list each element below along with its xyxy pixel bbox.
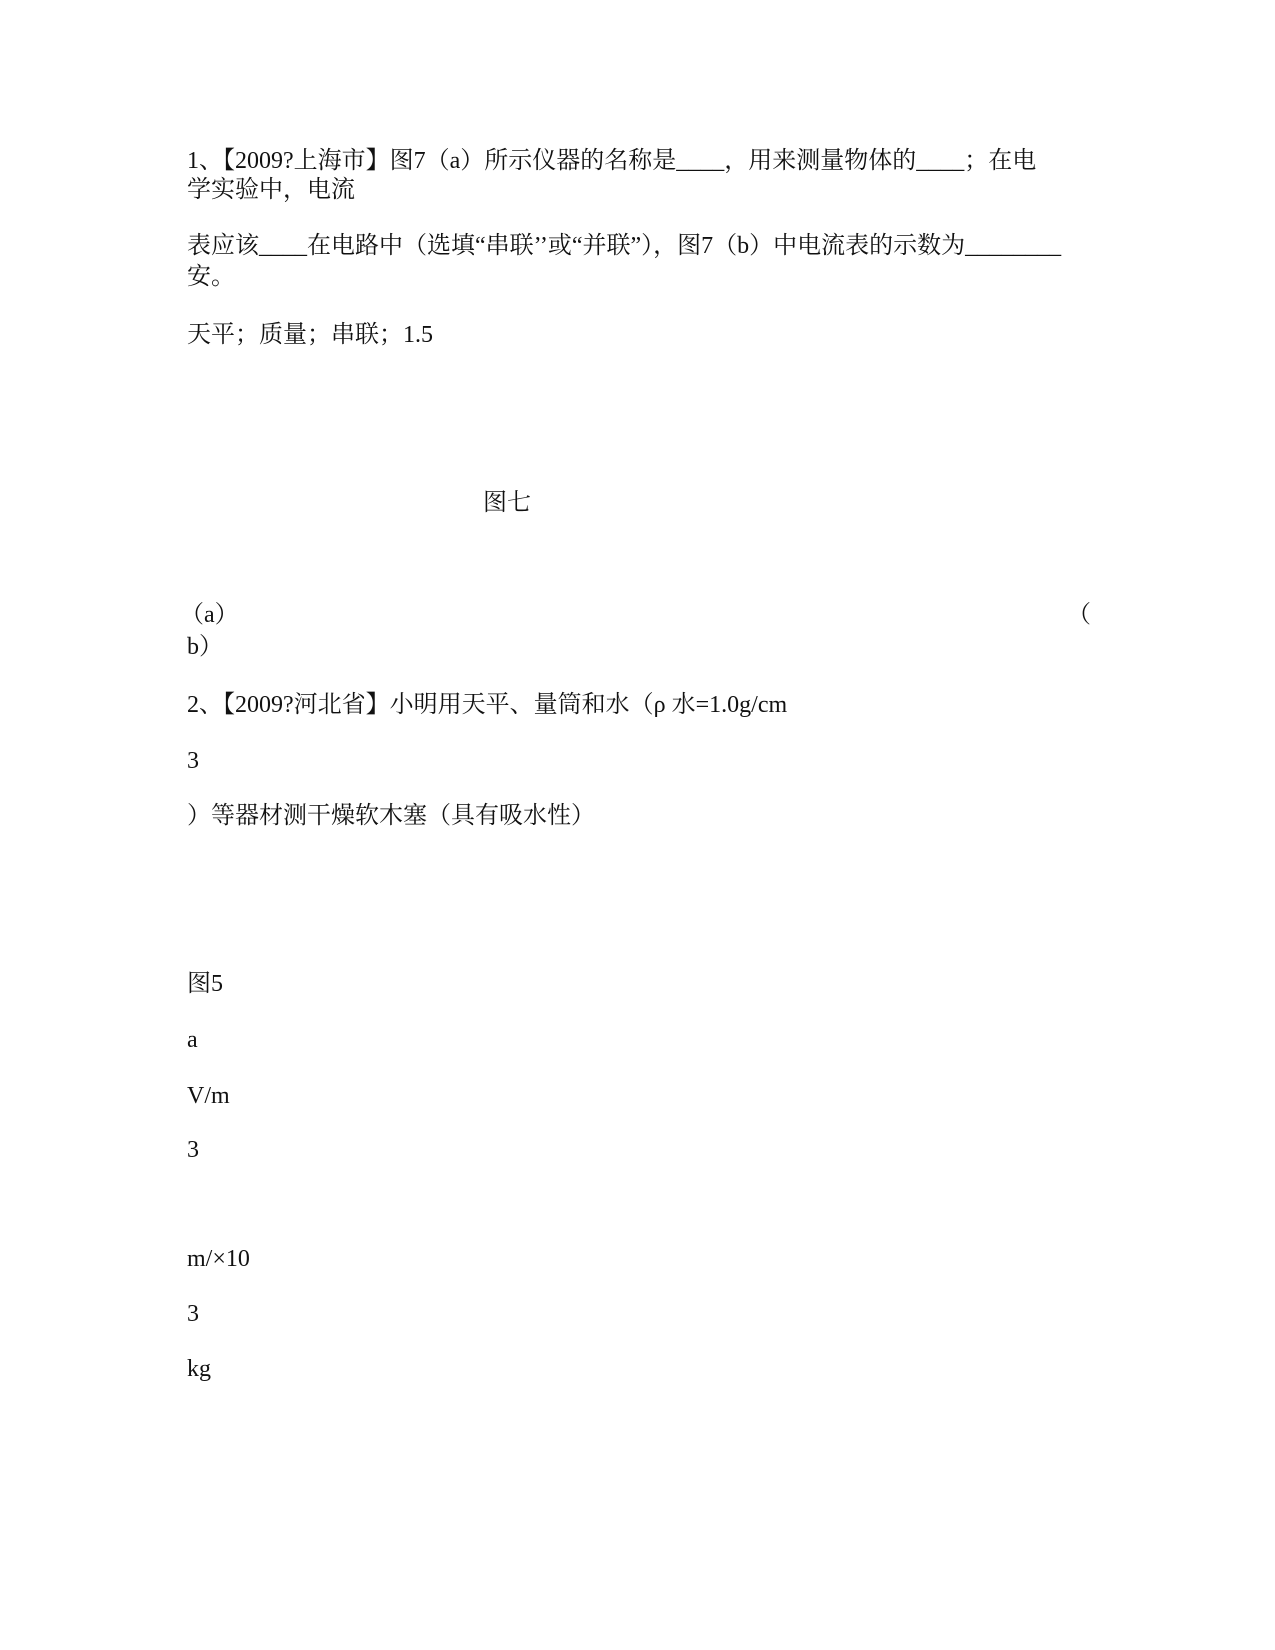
question-1-answer: 天平；质量；串联；1.5 <box>187 322 433 348</box>
figure-7-label-b-open: （ <box>1067 602 1091 628</box>
question-1-line-1: 1、【2009?上海市】图7（a）所示仪器的名称是____，用来测量物体的____；在电 <box>187 148 1037 174</box>
question-1-line-2: 学实验中，电流 <box>187 177 355 203</box>
figure-5-x-axis-exponent: 3 <box>187 1301 199 1327</box>
question-2-line-1: 2、【2009?河北省】小明用天平、量筒和水（ρ 水=1.0g/cm <box>187 692 788 718</box>
figure-5-label-a: a <box>187 1027 198 1053</box>
question-2-line-2: ）等器材测干燥软木塞（具有吸水性） <box>187 803 595 829</box>
figure-5-x-axis-unit: kg <box>187 1356 211 1382</box>
figure-5-y-axis-exponent: 3 <box>187 1137 199 1163</box>
question-1-line-4: 安。 <box>187 264 235 290</box>
question-1-line-3: 表应该____在电路中（选填“串联’’或“并联”），图7（b）中电流表的示数为________ <box>187 233 1062 259</box>
question-2-superscript: 3 <box>187 748 199 774</box>
figure-7-caption: 图七 <box>483 490 531 516</box>
figure-5-caption: 图5 <box>187 971 223 997</box>
figure-5-y-axis-label: V/m <box>187 1083 230 1109</box>
figure-7-label-a: （a） <box>180 602 239 628</box>
figure-5-x-axis-label: m/×10 <box>187 1246 250 1272</box>
figure-7-label-b: b） <box>187 634 223 660</box>
